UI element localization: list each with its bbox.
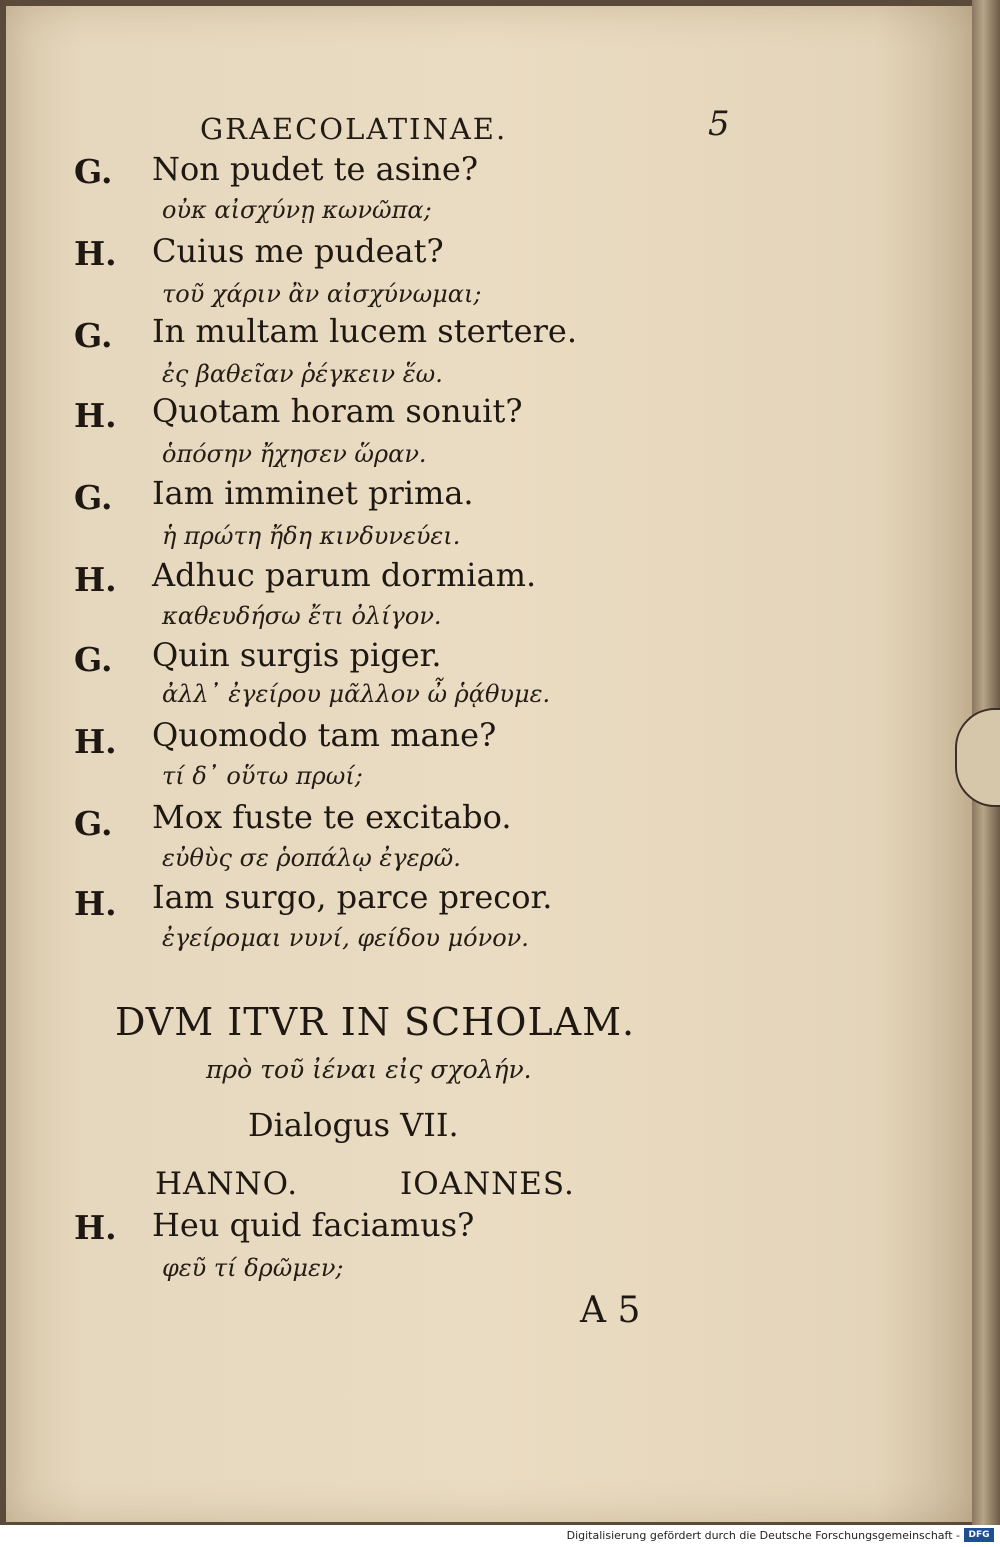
greek-text: τί δ᾽ οὕτω πρωί; [162, 762, 363, 790]
folio-number: 5 [708, 104, 730, 144]
speaker-label: H. [74, 884, 117, 923]
signature-mark: A 5 [580, 1290, 641, 1331]
funding-credit: Digitalisierung gefördert durch die Deutsche Forschungsgemeinschaft - [566, 1529, 960, 1542]
greek-text: καθευδήσω ἔτι ὀλίγον. [162, 602, 442, 630]
greek-text: οὐκ αἰσχύνῃ κωνῶπα; [162, 196, 432, 224]
speaker-label: H. [74, 234, 117, 273]
latin-text: Iam imminet prima. [152, 474, 474, 512]
greek-text: ἐγείρομαι νυνί, φείδου μόνον. [162, 924, 529, 952]
speaker-label: H. [74, 560, 117, 599]
latin-text: Quotam horam sonuit? [152, 392, 523, 430]
latin-text: Quomodo tam mane? [152, 716, 497, 754]
speaker-label: H. [74, 1208, 117, 1247]
greek-text: ἡ πρώτη ἤδη κινδυνεύει. [162, 522, 461, 550]
latin-text: Non pudet te asine? [152, 150, 478, 188]
greek-text: τοῦ χάριν ἂν αἰσχύνωμαι; [162, 280, 482, 308]
latin-text: Cuius me pudeat? [152, 232, 444, 270]
latin-text: Mox fuste te excitabo. [152, 798, 512, 836]
latin-text: In multam lucem stertere. [152, 312, 577, 350]
book-page [6, 6, 972, 1522]
greek-text: ἐς βαθεῖαν ῥέγκειν ἕω. [162, 360, 443, 388]
section-greek-title: πρὸ τοῦ ἰέναι εἰς σχολήν. [206, 1055, 532, 1084]
latin-text: Adhuc parum dormiam. [152, 556, 537, 594]
speaker-label: G. [74, 804, 113, 843]
section-title: DVM ITVR IN SCHOLAM. [115, 1000, 636, 1044]
persona-hanno: HANNO. [155, 1166, 299, 1202]
latin-text: Heu quid faciamus? [152, 1206, 475, 1244]
speaker-label: H. [74, 396, 117, 435]
greek-text: εὐθὺς σε ῥοπάλῳ ἐγερῶ. [162, 844, 461, 872]
persona-ioannes: IOANNES. [400, 1166, 575, 1202]
footer-bar [0, 1525, 1000, 1547]
dfg-logo: DFG [964, 1528, 994, 1542]
greek-text: φεῦ τί δρῶμεν; [162, 1254, 344, 1282]
speaker-label: G. [74, 478, 113, 517]
greek-text: ἀλλ᾽ ἐγείρου μᾶλλον ὦ ῥᾴθυμε. [162, 680, 551, 708]
dialogue-number: Dialogus VII. [248, 1106, 459, 1144]
speaker-label: H. [74, 722, 117, 761]
speaker-label: G. [74, 316, 113, 355]
latin-text: Quin surgis piger. [152, 636, 442, 674]
speaker-label: G. [74, 152, 113, 191]
speaker-label: G. [74, 640, 113, 679]
greek-text: ὁπόσην ἤχησεν ὥραν. [162, 440, 427, 468]
running-head: GRAECOLATINAE. [200, 112, 508, 146]
latin-text: Iam surgo, parce precor. [152, 878, 553, 916]
